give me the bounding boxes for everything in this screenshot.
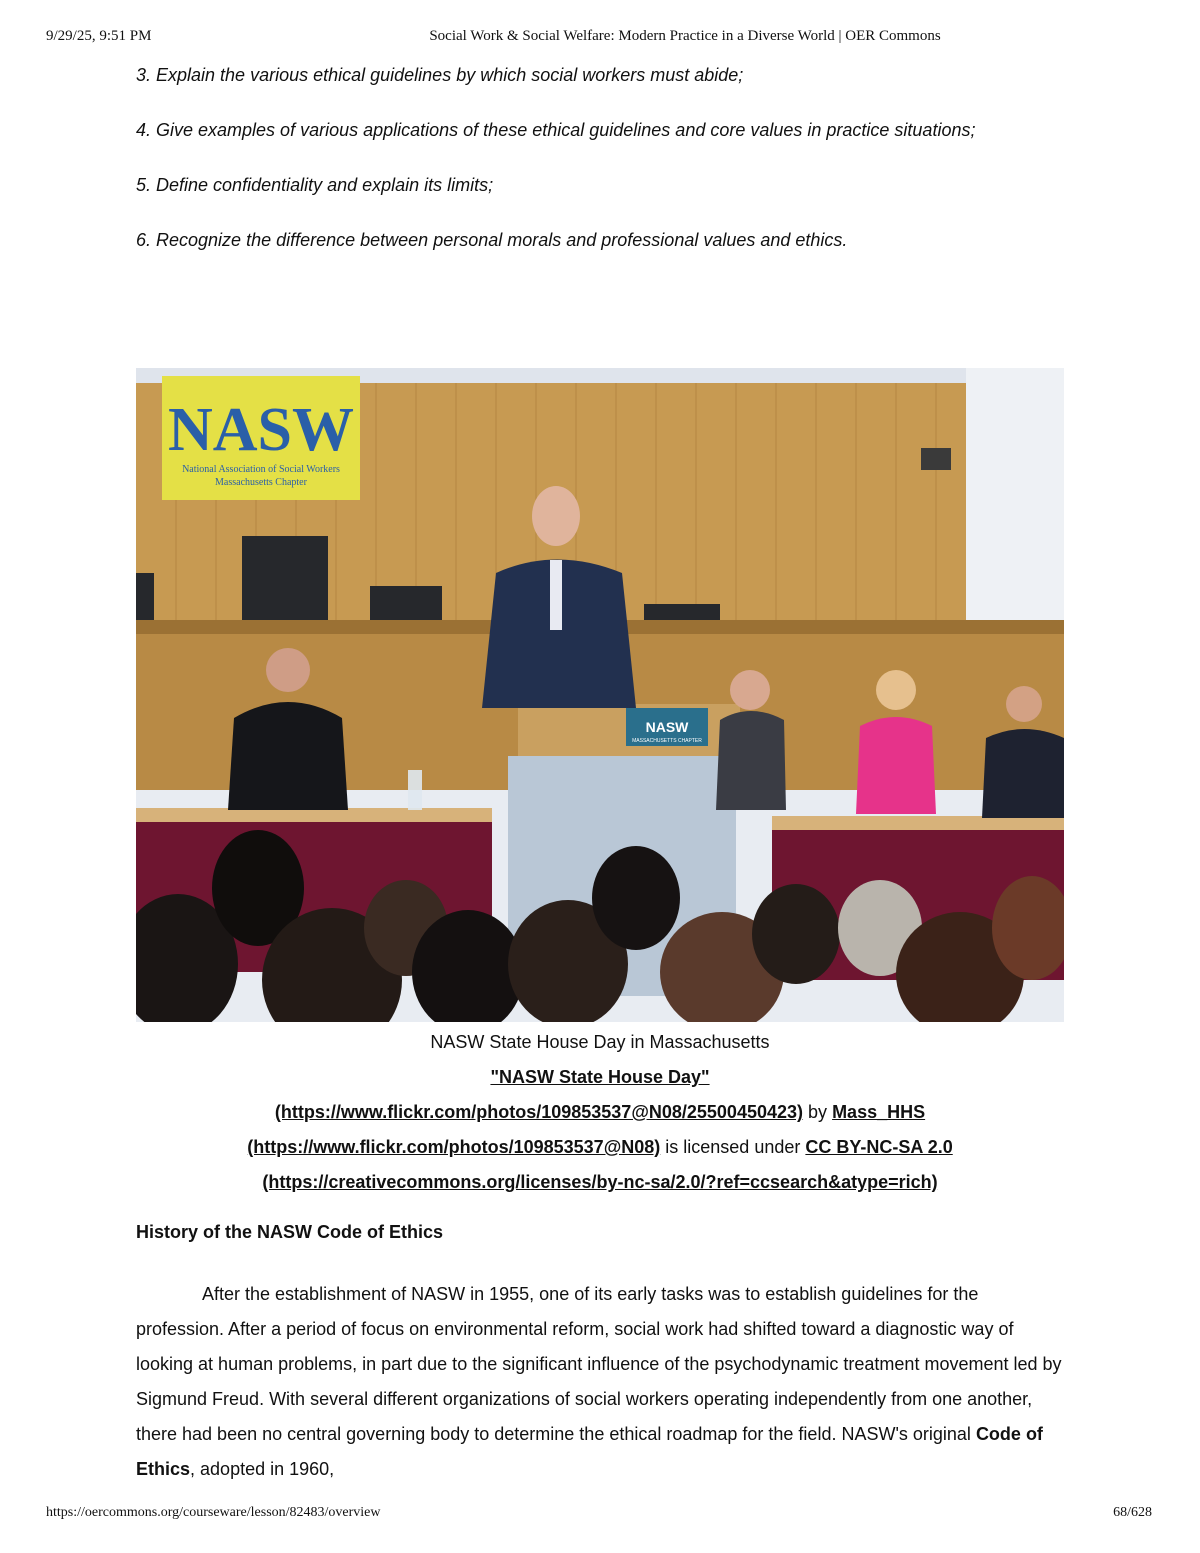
podium-sub-text: MASSACHUSETTS CHAPTER: [632, 738, 702, 744]
nasw-state-house-day-photo: [136, 368, 1064, 1022]
photo-title-link[interactable]: "NASW State House Day": [490, 1067, 710, 1087]
caption-title: NASW State House Day in Massachusetts: [430, 1032, 770, 1052]
paragraph-text-end: , adopted in 1960,: [190, 1459, 335, 1479]
print-footer-page-number: 68/628: [1113, 1505, 1152, 1520]
objective-item: 3. Explain the various ethical guidelines by which social workers must abide;: [136, 65, 744, 85]
photo-url-link[interactable]: (https://www.flickr.com/photos/109853537@N08/25500450423): [274, 1102, 804, 1122]
caption-by-text: by: [808, 1102, 828, 1122]
banner-subtitle-2: Massachusetts Chapter: [215, 477, 307, 488]
bold-term: Code of Ethics: [136, 1424, 1043, 1479]
paragraph-text-start: After the establishment of NASW in 1955, one of its early tasks was to establish guidelines for the profession. After a period of focus on environmental reform, social work had shifted toward a diagnostic way of looking at human problems, in part due to the significant influence of the psychodynamic treatment movement led by Sigmund Freud. With several different organizations of social workers operating independently from one another, there had been no central governing body to determine the ethical roadmap for the field. NASW's original: [136, 1284, 1062, 1444]
learning-objectives-list: [136, 58, 1066, 278]
print-footer-url: https://oercommons.org/courseware/lesson/82483/overview: [46, 1505, 381, 1520]
objective-item: 6. Recognize the difference between personal morals and professional values and ethics.: [136, 230, 848, 250]
section-heading: History of the NASW Code of Ethics: [136, 1222, 444, 1242]
caption-license-text: is licensed under: [665, 1137, 801, 1157]
print-header-datetime: 9/29/25, 9:51 PM: [46, 28, 152, 44]
print-header-title: Social Work & Social Welfare: Modern Practice in a Diverse World | OER Commons: [429, 28, 941, 44]
banner-logo-text: NASW: [167, 396, 355, 464]
podium-logo-text: NASW: [645, 719, 689, 735]
license-url-link[interactable]: (https://creativecommons.org/licenses/by-nc-sa/2.0/?ref=ccsearch&atype=rich): [262, 1172, 938, 1192]
objective-item: 4. Give examples of various applications of these ethical guidelines and core values in practice situations;: [136, 120, 976, 140]
author-link[interactable]: Mass_HHS: [832, 1102, 926, 1122]
license-link[interactable]: CC BY-NC-SA 2.0: [805, 1137, 953, 1157]
objective-item: 5. Define confidentiality and explain its limits;: [136, 175, 494, 195]
body-paragraph: [136, 1277, 1066, 1487]
banner-subtitle-1: National Association of Social Workers: [182, 464, 340, 475]
author-url-link[interactable]: (https://www.flickr.com/photos/109853537@N08): [247, 1137, 661, 1157]
photo-caption: [136, 1025, 1064, 1200]
